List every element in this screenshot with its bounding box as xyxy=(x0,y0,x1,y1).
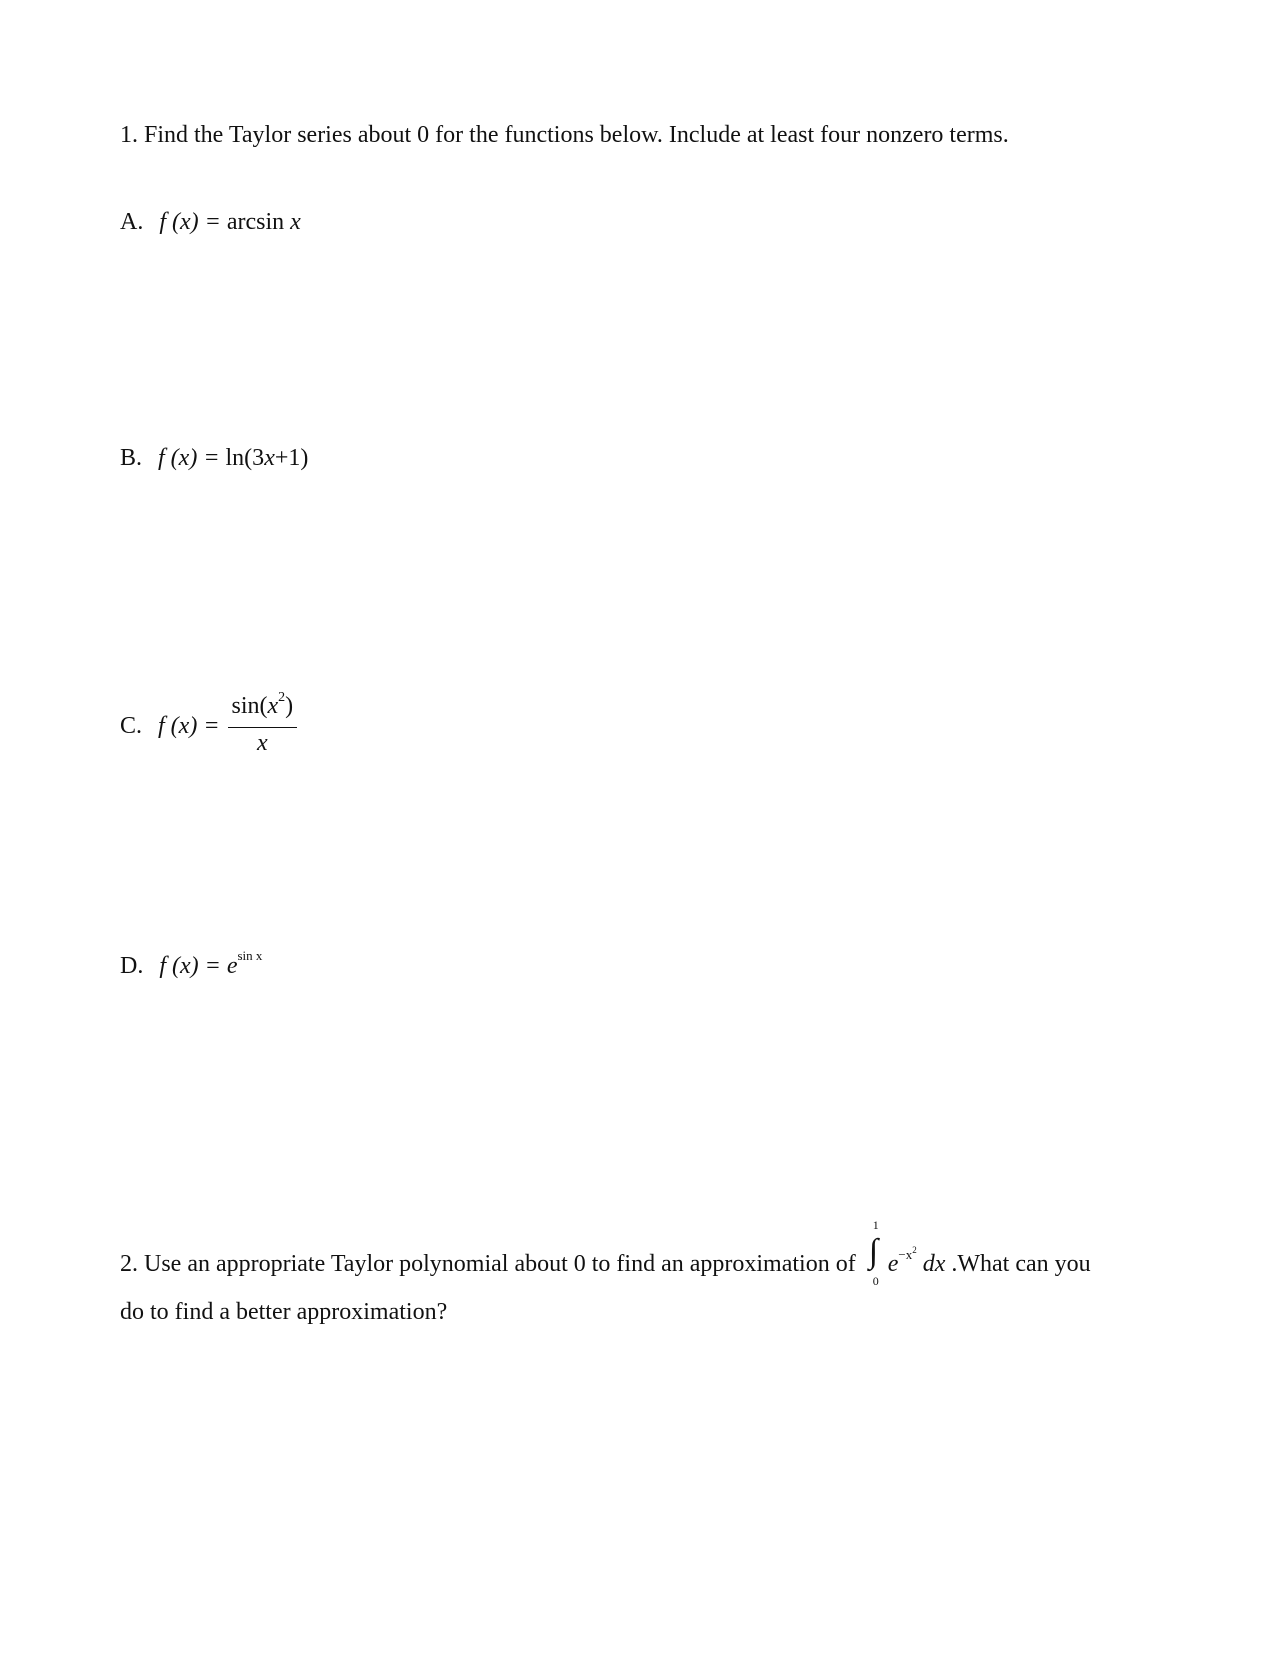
part-c-fraction xyxy=(228,691,298,758)
part-a-rhs: arcsin xyxy=(226,209,285,235)
part-a xyxy=(120,207,301,237)
question-2-text-after: .What can you xyxy=(951,1251,1091,1277)
integral-differential: dx xyxy=(922,1251,946,1277)
question-2-text-before: 2. Use an appropriate Taylor polynomial about 0 to find an approximation of xyxy=(120,1251,856,1277)
integral-upper-limit: 1 xyxy=(872,1218,879,1232)
part-c xyxy=(120,690,297,761)
part-a-lhs: f (x) = xyxy=(159,209,221,235)
part-d xyxy=(120,948,263,984)
part-b-rhs-tail: +1) xyxy=(274,445,309,471)
part-c-numerator xyxy=(228,691,298,728)
part-c-num-fn: sin( xyxy=(231,693,268,719)
part-a-var: x xyxy=(290,209,301,235)
part-c-lhs: f (x) = xyxy=(158,713,220,740)
part-c-num-var: x xyxy=(267,693,279,719)
part-c-label: C. xyxy=(120,713,143,740)
integrand-base: e xyxy=(887,1251,899,1277)
part-c-denominator: x xyxy=(257,730,268,756)
integral-sign-icon: ∫ xyxy=(868,1233,879,1270)
part-b-lhs: f (x) = xyxy=(158,445,220,471)
integrand-exp-power: 2 xyxy=(912,1245,917,1255)
part-c-num-close: ) xyxy=(285,693,294,719)
question-2-line-2: do to find a better approximation? xyxy=(120,1299,448,1325)
integrand-exp: −x xyxy=(898,1247,913,1262)
integral-symbol xyxy=(868,1218,886,1288)
integrand-exponent xyxy=(898,1247,916,1262)
part-d-label: D. xyxy=(120,953,144,979)
part-c-num-exponent: 2 xyxy=(278,690,286,705)
part-d-base: e xyxy=(226,953,238,979)
part-b-rhs: ln(3 xyxy=(225,445,265,471)
part-b-label: B. xyxy=(120,445,143,471)
question-1-text: 1. Find the Taylor series about 0 for the functions below. Include at least four nonzero terms. xyxy=(120,122,1009,148)
part-b xyxy=(120,443,308,473)
part-d-exponent: sin x xyxy=(237,948,263,963)
part-b-var: x xyxy=(264,445,275,471)
part-d-lhs: f (x) = xyxy=(159,953,221,979)
question-2-line-1 xyxy=(120,1218,1091,1288)
part-a-label: A. xyxy=(120,209,144,235)
integral-lower-limit: 0 xyxy=(872,1274,879,1288)
